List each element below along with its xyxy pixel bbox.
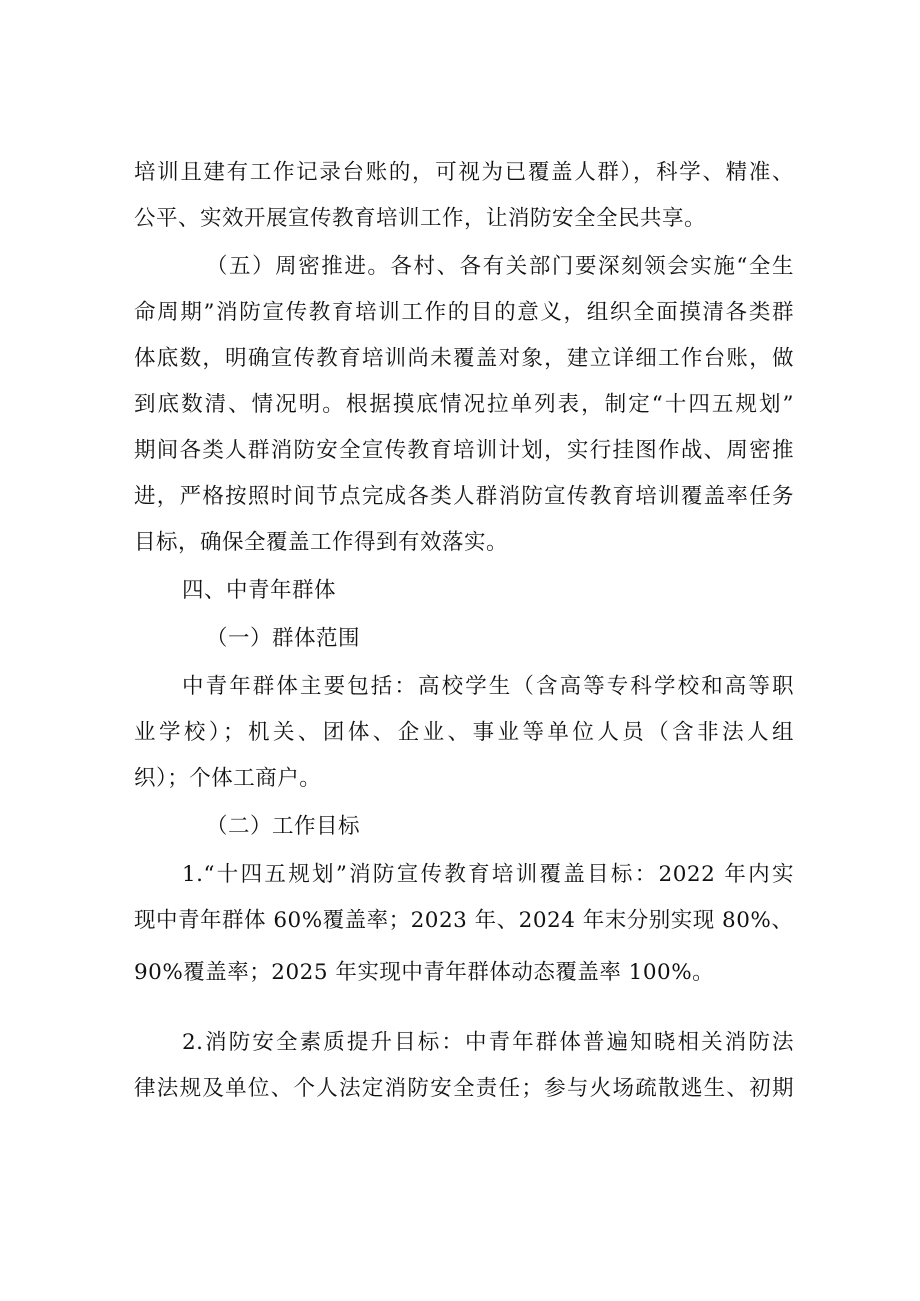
section-heading: 四、中青年群体 (182, 578, 337, 603)
text-line: 业学校）；机关、团体、企业、事业等单位人员（含非法人组 (134, 720, 794, 745)
subsection-heading: （二）工作目标 (206, 814, 361, 839)
text-line: 进，严格按照时间节点完成各类人群消防宣传教育培训覆盖率任务 (134, 484, 794, 509)
text-line: 期间各类人群消防安全宣传教育培训计划，实行挂图作战、周密推 (134, 438, 794, 463)
text-line: 2.消防安全素质提升目标：中青年群体普遍知晓相关消防法 (182, 1030, 794, 1055)
text-line: 公平、实效开展宣传教育培训工作，让消防安全全民共享。 (134, 206, 707, 231)
text-line: 1.“十四五规划”消防宣传教育培训覆盖目标：2022 年内实 (182, 862, 794, 887)
text-line: （五）周密推进。各村、各有关部门要深刻领会实施“全生 (206, 254, 794, 279)
text-line: 命周期”消防宣传教育培训工作的目的意义，组织全面摸清各类群 (134, 300, 794, 325)
text-line: 现中青年群体 60%覆盖率；2023 年、2024 年末分别实现 80%、 (134, 908, 794, 933)
text-line: 90%覆盖率；2025 年实现中青年群体动态覆盖率 100%。 (134, 960, 715, 985)
text-line: 中青年群体主要包括：高校学生（含高等专科学校和高等职 (182, 674, 794, 699)
text-line: 目标，确保全覆盖工作得到有效落实。 (134, 530, 509, 555)
subsection-heading: （一）群体范围 (206, 626, 361, 651)
text-line: 体底数，明确宣传教育培训尚未覆盖对象，建立详细工作台账，做 (134, 346, 794, 371)
text-line: 织）；个体工商户。 (134, 766, 322, 791)
text-line: 到底数清、情况明。根据摸底情况拉单列表，制定“十四五规划” (134, 392, 794, 417)
text-line: 培训且建有工作记录台账的，可视为已覆盖人群），科学、精准、 (134, 160, 794, 185)
text-line: 律法规及单位、个人法定消防安全责任；参与火场疏散逃生、初期 (134, 1076, 794, 1101)
